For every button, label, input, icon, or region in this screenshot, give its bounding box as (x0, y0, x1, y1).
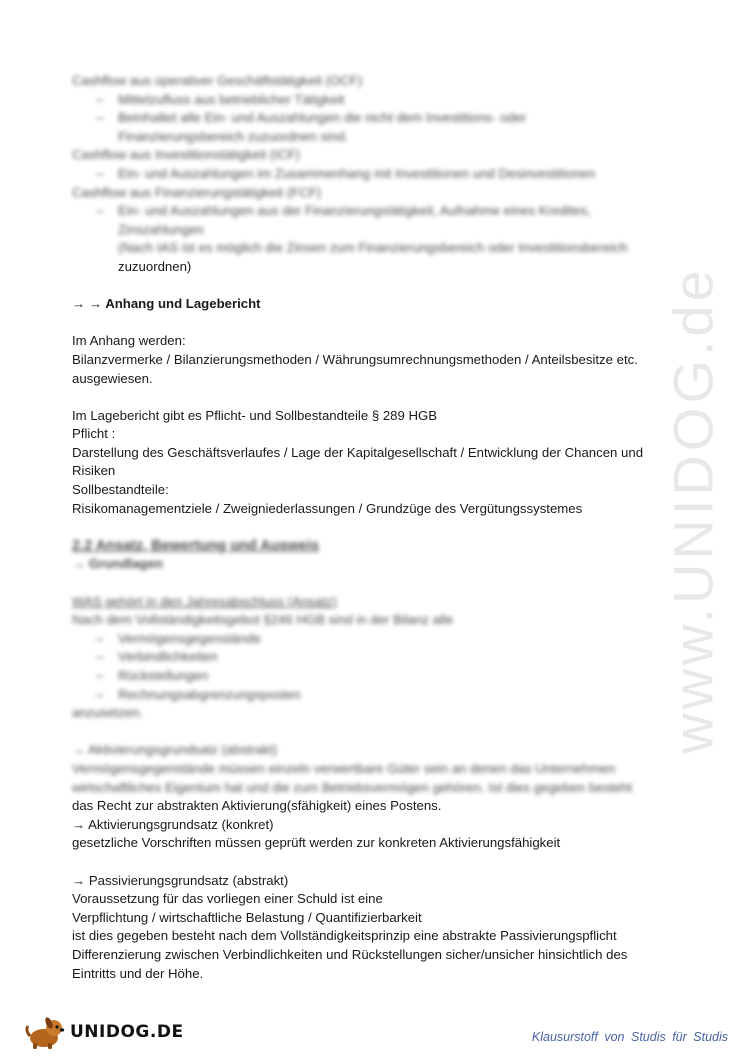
list-item: – Mittelzufluss aus betrieblicher Tätigkeit (96, 91, 345, 107)
text-line: Risikomanagementziele / Zweigniederlassungen / Grundzüge des Vergütungssystemes (72, 500, 583, 516)
section-title: 2.2 Ansatz, Bewertung und Ausweis (72, 537, 320, 554)
unidog-logo[interactable] (24, 1014, 184, 1050)
list-item: – Ein- und Auszahlungen aus der Finanzierungstätigkeit, Aufnahme eines Kredites, (96, 203, 591, 219)
text-line: ausgewiesen. (72, 370, 153, 386)
list-item-continuation: (Nach IAS ist es möglich die Zinsen zum Finanzierungsbereich oder Investitionsbereich (118, 240, 628, 256)
text-line: Bilanzvermerke / Bilanzierungsmethoden / Währungsumrechnungsmethoden / Anteilsbesitze etc. (72, 351, 638, 367)
text-line: → Aktivierungsgrundsatz (konkret) (72, 816, 274, 832)
text-line: → Passivierungsgrundsatz (abstrakt) (72, 872, 289, 888)
footer-tagline: Klausurstoff von Studis für Studis (531, 1030, 728, 1044)
text-line: anzusetzen. (72, 705, 144, 721)
document-body (72, 72, 672, 983)
text-line: WAS gehört in den Jahresabschluss (Ansatz) (72, 593, 337, 609)
dog-icon (24, 1014, 68, 1050)
visible-section-grundsaetze (72, 797, 672, 983)
text-line: Cashflow aus operativer Geschäftstätigkeit (OCF) (72, 73, 363, 88)
text-line: → Aktivierungsgrundsatz (abstrakt) (72, 742, 278, 758)
list-item: – Ein- und Auszahlungen im Zusammenhang mit Investitionen und Desinvestitionen (96, 165, 596, 181)
text-line: ist dies gegeben besteht nach dem Vollständigkeitsprinzip eine abstrakte Passivierungspflicht (72, 928, 617, 944)
list-item: – Verbindlichkeiten (96, 649, 218, 665)
text-line: gesetzliche Vorschriften müssen geprüft werden zur konkreten Aktivierungsfähigkeit (72, 835, 561, 851)
text-line: Nach dem Vollständigkeitsgebot §246 HGB sind in der Bilanz alle (72, 612, 454, 628)
text-line: zuzuordnen) (118, 258, 192, 274)
text-line: das Recht zur abstrakten Aktivierung(sfähigkeit) eines Postens. (72, 798, 442, 814)
text-line: Pflicht : (72, 426, 116, 442)
text-line: Voraussetzung für das vorliegen einer Schuld ist eine (72, 891, 383, 907)
text-line: Verpflichtung / wirtschaftliche Belastung / Quantifizierbarkeit (72, 909, 422, 925)
text-line: Im Anhang werden: (72, 333, 186, 349)
list-item: – Rückstellungen (96, 668, 209, 683)
text-line: Darstellung des Geschäftsverlaufes / Lage der Kapitalgesellschaft / Entwicklung der Chancen und (72, 444, 644, 460)
text-line: Sollbestandteile: (72, 482, 169, 498)
list-item: – Vermögensgegenstände (96, 630, 261, 646)
list-item-continuation: Finanzierungsbereich zuzuordnen sind. (118, 128, 349, 144)
visible-section-anhang (72, 258, 672, 537)
logo-text: UNIDOG.DE (70, 1022, 184, 1042)
text-line: Cashflow aus Finanzierungstätigkeit (FCF) (72, 184, 322, 200)
text-line: Cashflow aus Investitionstätigkeit (ICF) (72, 147, 300, 163)
blurred-ansatz-section (72, 537, 672, 797)
text-line: Im Lagebericht gibt es Pflicht- und Sollbestandteile § 289 HGB (72, 407, 438, 423)
list-item-continuation: Zinszahlungen (118, 221, 204, 237)
watermark-text: www.UNIDOG.de (661, 266, 725, 754)
list-item: – Beinhaltet alle Ein- und Auszahlungen die nicht dem Investitions- oder (96, 110, 527, 126)
subsection-heading: → Grundlagen (72, 556, 163, 572)
text-line: Differenzierung zwischen Verbindlichkeiten und Rückstellungen sicher/unsicher hinsichtlich des (72, 946, 628, 962)
blurred-cashflow-section (72, 72, 672, 258)
text-line: Risiken (72, 463, 116, 479)
text-line: Eintritts und der Höhe. (72, 965, 204, 981)
text-line: wirtschaftliches Eigentum hat und die zum Betriebsvermögen gehören. Ist dies gegeben besteht (72, 779, 633, 795)
list-item: – Rechnungsabgrenzungsposten (96, 686, 301, 702)
text-line: Vermögensgegenstände müssen einzeln verwertbare Güter sein an denen das Unternehmen (72, 760, 616, 776)
section-heading: → → Anhang und Lagebericht (72, 296, 261, 312)
